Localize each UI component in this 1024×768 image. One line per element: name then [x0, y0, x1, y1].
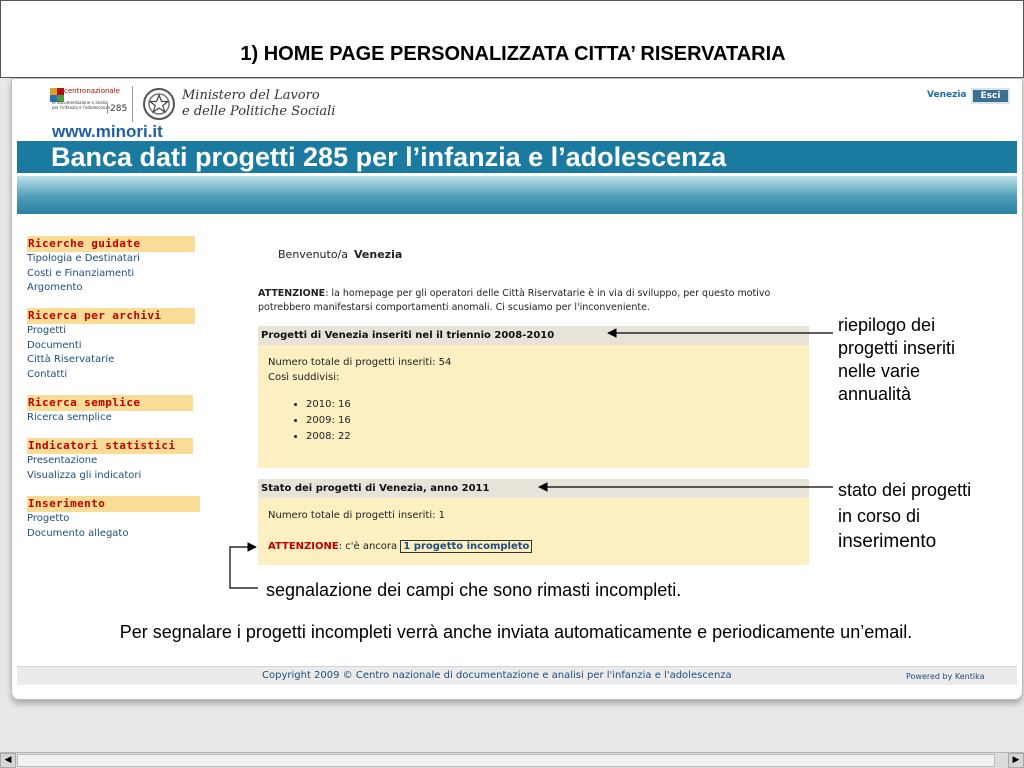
- sidebar-section-title: Ricerca per archivi: [27, 308, 195, 324]
- sidebar-section-ricerca-semplice: [27, 395, 193, 426]
- panel-title: Progetti di Venezia inseriti nel il triennio 2008-2010: [258, 326, 809, 345]
- list-item: • 2009: 16: [306, 413, 799, 429]
- annotation-line: nelle varie: [838, 361, 921, 381]
- scroll-right-icon[interactable]: ▶: [1008, 753, 1024, 768]
- site-url-link[interactable]: www.minori.it: [52, 122, 163, 141]
- sidebar-item-citta-riservatarie[interactable]: Città Riservatarie: [27, 354, 115, 365]
- projects-total: Numero totale di progetti inseriti: 54: [268, 357, 452, 368]
- sidebar-item-documento-allegato[interactable]: Documento allegato: [27, 527, 129, 539]
- logo-centre-name: centronazionale: [64, 87, 120, 95]
- attention-text: : c'è ancora: [338, 541, 398, 552]
- banner-title: Banca dati progetti 285 per l’infanzia e l’adolescenza: [51, 142, 727, 172]
- sidebar-item-progetto[interactable]: Progetto: [27, 513, 70, 524]
- sidebar-item-tipologia[interactable]: Tipologia e Destinatari: [27, 253, 140, 264]
- sidebar-section-title: Indicatori statistici: [27, 438, 193, 454]
- annotation-line: in corso di: [838, 506, 921, 526]
- welcome-message: [278, 248, 402, 261]
- sidebar-item-progetti[interactable]: Progetti: [27, 325, 66, 336]
- list-item: • 2008: 22: [306, 429, 799, 445]
- incomplete-warning: [268, 539, 799, 554]
- footer-powered-by[interactable]: Powered by Kentika: [906, 672, 985, 681]
- sidebar-section-title: Ricerche guidate: [27, 236, 195, 252]
- logout-button[interactable]: Esci: [971, 88, 1010, 104]
- annotation-email-note: Per segnalare i progetti incompleti verrà anche inviata automaticamente e periodicamente un’email.: [119, 622, 913, 642]
- scroll-left-icon[interactable]: ◀: [0, 753, 16, 768]
- annotation-summary: [838, 314, 955, 406]
- logo-number: 285: [107, 104, 127, 114]
- horizontal-scrollbar[interactable]: [0, 752, 1024, 768]
- sidebar-section-ricerca-archivi: [27, 308, 195, 382]
- slide-title-box: [0, 0, 1024, 78]
- sidebar-section-ricerche-guidate: [27, 236, 195, 296]
- ministry-line2: e delle Politiche Sociali: [182, 104, 336, 119]
- sidebar-item-costi[interactable]: Costi e Finanziamenti: [27, 267, 135, 279]
- logged-user-city: Venezia: [927, 90, 967, 100]
- sidebar-section-inserimento: [27, 496, 200, 541]
- incomplete-project-link[interactable]: 1 progetto incompleto: [400, 540, 532, 553]
- projects-by-year-list: [306, 397, 799, 445]
- banner-gradient-bar: [17, 176, 1017, 214]
- warning-label: ATTENZIONE: [258, 288, 326, 299]
- annotation-line: riepilogo dei: [838, 315, 936, 335]
- page-footer: [17, 666, 1017, 685]
- projects-summary-panel: [258, 326, 809, 468]
- projects-status-panel: [258, 479, 809, 565]
- sidebar-item-documenti[interactable]: Documenti: [27, 339, 82, 351]
- panel-title: Stato dei progetti di Venezia, anno 2011: [258, 479, 809, 498]
- logo-divider: [132, 86, 133, 122]
- header-logos: [50, 86, 360, 126]
- sidebar-section-title: Ricerca semplice: [27, 395, 193, 411]
- sidebar-item-ricerca-semplice[interactable]: Ricerca semplice: [27, 412, 112, 423]
- annotation-line: inserimento: [838, 531, 937, 552]
- sidebar-section-indicatori: [27, 438, 193, 483]
- annotation-status: [838, 477, 971, 555]
- ministry-line1: Ministero del Lavoro: [182, 88, 320, 103]
- footer-copyright: Copyright 2009 © Centro nazionale di documentazione e analisi per l'infanzia e l'adolescenza: [262, 670, 732, 681]
- slide-title: 1) HOME PAGE PERSONALIZZATA CITTA’ RISERVATARIA: [240, 43, 786, 65]
- welcome-label: Benvenuto/a: [278, 248, 348, 261]
- warning-notice: [258, 287, 818, 315]
- centro-nazionale-logo[interactable]: [50, 86, 130, 122]
- annotation-incomplete-fields: segnalazione dei campi che sono rimasti incompleti.: [266, 580, 682, 600]
- sidebar-item-presentazione[interactable]: Presentazione: [27, 455, 98, 466]
- welcome-city: Venezia: [354, 248, 403, 261]
- list-item: • 2010: 16: [306, 397, 799, 413]
- scrollbar-thumb[interactable]: [17, 754, 995, 767]
- annotation-line: stato dei progetti: [838, 480, 972, 500]
- warning-text: : la homepage per gli operatori delle Città Riservatarie è in via di sviluppo, per questo motivo potrebbero manifestarsi comportamenti anomali. Ci scusiamo per l'inconveniente.: [258, 288, 771, 313]
- sidebar-item-contatti[interactable]: Contatti: [27, 368, 68, 380]
- annotation-line: annualità: [838, 384, 912, 404]
- annotation-line: progetti inseriti: [838, 338, 956, 358]
- banner: [17, 141, 1017, 173]
- sidebar-item-argomento[interactable]: Argomento: [27, 282, 83, 293]
- projects-breakdown-label: Così suddivisi:: [268, 372, 340, 383]
- sidebar-item-visualizza-indicatori[interactable]: Visualizza gli indicatori: [27, 469, 142, 481]
- italian-republic-emblem-icon: [141, 86, 177, 122]
- attention-label: ATTENZIONE: [268, 541, 339, 552]
- sidebar-section-title: Inserimento: [27, 496, 200, 512]
- ministry-logo-text: [182, 88, 335, 120]
- status-total: Numero totale di progetti inseriti: 1: [268, 510, 446, 521]
- logo-centre-sub: di documentazione e analisi per l'infanzia e l'adolescenza: [52, 100, 110, 110]
